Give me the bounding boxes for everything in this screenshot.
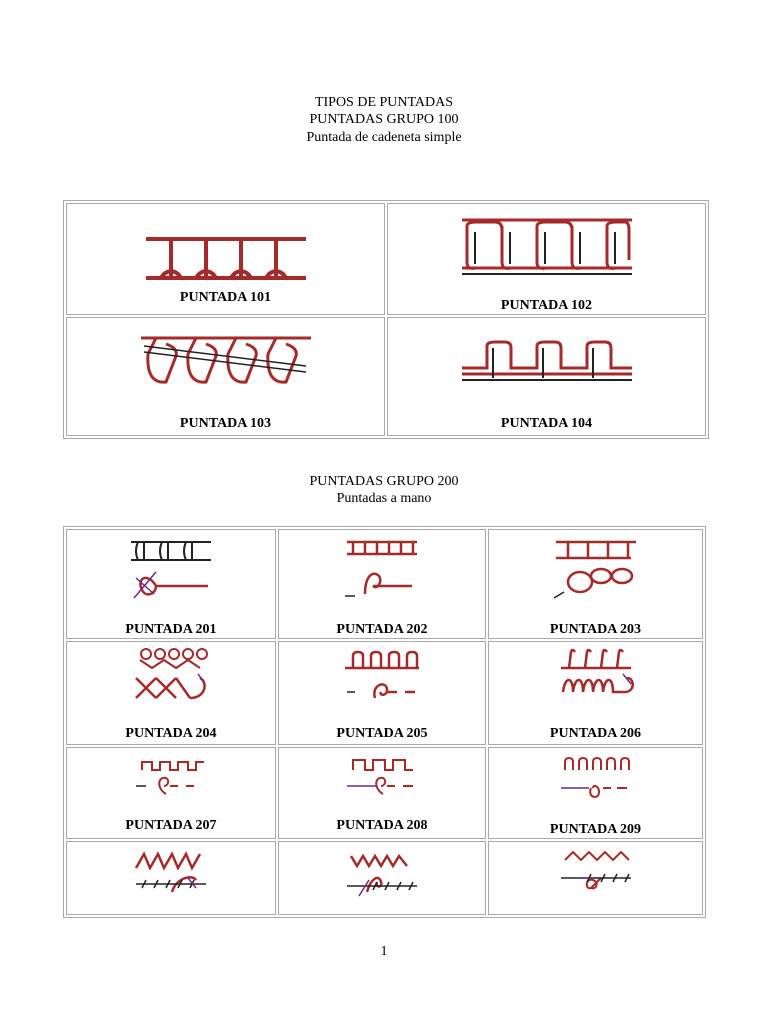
group-200-title: PUNTADAS GRUPO 200: [309, 474, 459, 489]
stitch-202-diagram: [337, 536, 427, 602]
stitch-cell-103: [66, 317, 385, 436]
stitch-label: PUNTADA 201: [125, 622, 217, 637]
stitch-103-diagram: [136, 326, 316, 388]
stitch-label: PUNTADA 208: [336, 818, 428, 833]
stitch-209-diagram: [551, 752, 641, 802]
stitch-101-diagram: [141, 224, 311, 284]
stitch-cell-206: [488, 641, 703, 745]
stitch-102-diagram: [457, 212, 637, 278]
stitch-cell-210: [66, 841, 276, 915]
group-100-subtitle: Puntada de cadeneta simple: [306, 130, 462, 145]
document-title: TIPOS DE PUNTADAS: [314, 95, 454, 110]
stitch-label: PUNTADA 204: [125, 726, 217, 741]
stitch-203-diagram: [546, 536, 646, 602]
stitch-205-diagram: [337, 648, 427, 704]
stitch-cell-102: [387, 203, 706, 315]
group-100-table: [63, 200, 709, 439]
stitch-cell-205: [278, 641, 486, 745]
stitch-label: PUNTADA 207: [125, 818, 217, 833]
stitch-label: PUNTADA 103: [179, 416, 272, 431]
stitch-211-diagram: [337, 848, 427, 898]
stitch-cell-212: [488, 841, 703, 915]
group-200-subtitle: Puntadas a mano: [336, 491, 432, 506]
group-100-title: PUNTADAS GRUPO 100: [309, 112, 459, 127]
stitch-201-diagram: [126, 538, 216, 604]
stitch-label: PUNTADA 205: [336, 726, 428, 741]
stitch-cell-211: [278, 841, 486, 915]
stitch-204-diagram: [126, 646, 216, 702]
stitch-cell-104: [387, 317, 706, 436]
stitch-cell-209: [488, 747, 703, 839]
stitch-label: PUNTADA 209: [549, 822, 642, 837]
stitch-cell-203: [488, 529, 703, 639]
stitch-212-diagram: [551, 848, 641, 898]
stitch-label: PUNTADA 203: [549, 622, 642, 637]
stitch-cell-101: [66, 203, 385, 315]
stitch-210-diagram: [126, 848, 216, 898]
stitch-label: PUNTADA 101: [179, 290, 272, 305]
stitch-cell-201: [66, 529, 276, 639]
stitch-208-diagram: [337, 752, 427, 798]
stitch-cell-202: [278, 529, 486, 639]
stitch-label: PUNTADA 104: [500, 416, 593, 431]
stitch-cell-204: [66, 641, 276, 745]
stitch-207-diagram: [126, 754, 216, 798]
page-number: 1: [380, 944, 388, 959]
stitch-206-diagram: [551, 646, 641, 702]
stitch-cell-207: [66, 747, 276, 839]
group-200-table: [63, 526, 706, 918]
stitch-label: PUNTADA 202: [336, 622, 428, 637]
stitch-104-diagram: [457, 338, 637, 388]
stitch-cell-208: [278, 747, 486, 839]
stitch-label: PUNTADA 102: [500, 298, 593, 313]
stitch-label: PUNTADA 206: [549, 726, 642, 741]
